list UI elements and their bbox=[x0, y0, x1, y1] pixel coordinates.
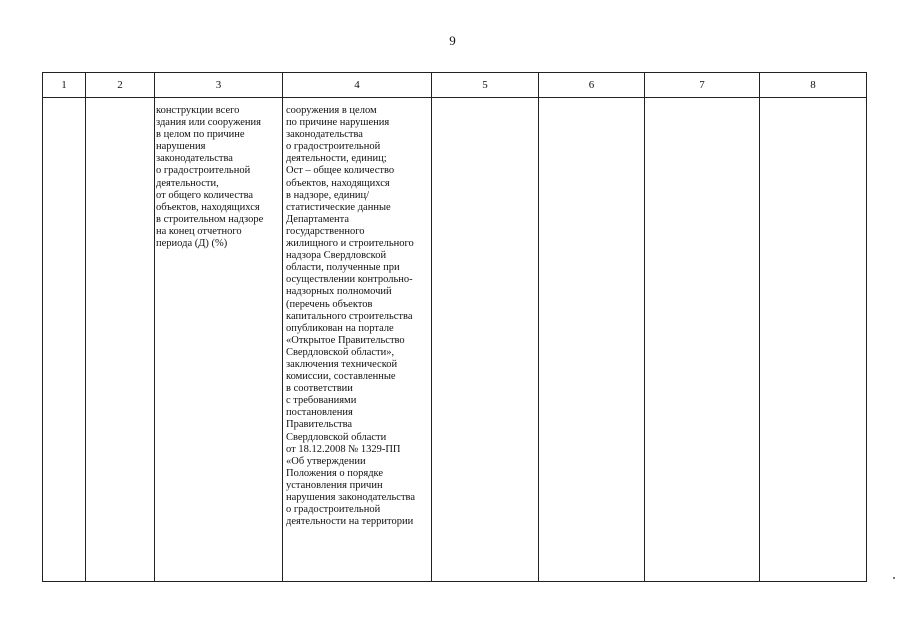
text-line: с требованиями bbox=[286, 395, 357, 407]
text-line: Свердловской области», bbox=[286, 346, 395, 358]
text-line: законодательства bbox=[286, 129, 363, 141]
cell-col-6 bbox=[539, 98, 645, 582]
text-line: периода (Д) (%) bbox=[156, 238, 228, 250]
text-line: конструкции всего bbox=[156, 105, 240, 116]
column-header-7: 7 bbox=[645, 73, 760, 98]
text-line: сооружения в целом bbox=[286, 105, 377, 116]
text-line: постановления bbox=[286, 407, 353, 419]
column-header-8: 8 bbox=[760, 73, 867, 98]
text-line: установления причин bbox=[286, 479, 383, 491]
text-line: в целом по причине bbox=[156, 129, 245, 141]
column-header-3: 3 bbox=[155, 73, 283, 98]
text-line: в строительном надзоре bbox=[156, 213, 264, 225]
text-line: в надзоре, единиц/ bbox=[286, 189, 370, 201]
text-line: Департамента bbox=[286, 213, 350, 225]
text-line: опубликован на портале bbox=[286, 322, 394, 334]
cell-col-4 bbox=[283, 98, 432, 582]
margin-dot bbox=[893, 577, 895, 579]
text-line: здания или сооружения bbox=[156, 117, 261, 129]
text-line: Положения о порядке bbox=[286, 467, 384, 479]
table-row bbox=[43, 98, 867, 582]
text-line: законодательства bbox=[156, 153, 233, 165]
cell-col-2 bbox=[86, 98, 155, 582]
text-line: на конец отчетного bbox=[156, 225, 242, 237]
text-line: осуществлении контрольно- bbox=[286, 274, 413, 286]
column-header-2: 2 bbox=[86, 73, 155, 98]
column-header-6: 6 bbox=[539, 73, 645, 98]
text-line: нарушения законодательства bbox=[286, 492, 416, 503]
cell-col-7 bbox=[645, 98, 760, 582]
text-line: капитального строительства bbox=[286, 310, 413, 322]
text-line: «Об утверждении bbox=[286, 455, 366, 467]
text-line: о градостроительной bbox=[286, 504, 381, 516]
text-line: объектов, находящихся bbox=[286, 177, 390, 189]
text-line: деятельности, единиц; bbox=[286, 153, 387, 165]
text-line: статистические данные bbox=[286, 201, 391, 213]
cell-col-3 bbox=[155, 98, 283, 582]
text-line: области, полученные при bbox=[286, 262, 400, 274]
cell-col-5 bbox=[432, 98, 539, 582]
text-line: по причине нарушения bbox=[286, 117, 390, 129]
text-line: о градостроительной bbox=[156, 165, 251, 177]
text-line: Oст – общее количество bbox=[286, 165, 395, 177]
cell-col-8 bbox=[760, 98, 867, 582]
text-line: надзорных полномочий bbox=[286, 286, 392, 298]
column-header-4: 4 bbox=[283, 73, 432, 98]
text-line: жилищного и строительного bbox=[286, 238, 414, 250]
page-number: 9 bbox=[449, 33, 456, 48]
cell-col-1 bbox=[43, 98, 86, 582]
text-line: деятельности на территории bbox=[286, 516, 414, 528]
text-line: объектов, находящихся bbox=[156, 201, 260, 213]
text-line: «Открытое Правительство bbox=[286, 334, 405, 346]
text-line: Свердловской области bbox=[286, 431, 387, 443]
text-line: нарушения bbox=[156, 141, 206, 153]
column-header-1: 1 bbox=[43, 73, 86, 98]
indicator-text bbox=[155, 98, 282, 250]
text-line: заключения технической bbox=[286, 358, 398, 370]
text-line: надзора Свердловской bbox=[286, 250, 387, 262]
text-line: комиссии, составленные bbox=[286, 371, 396, 383]
text-line: о градостроительной bbox=[286, 141, 381, 153]
text-line: в соответствии bbox=[286, 383, 353, 395]
header-row bbox=[43, 73, 867, 98]
text-line: от 18.12.2008 № 1329-ПП bbox=[286, 443, 401, 455]
formula-source-text bbox=[283, 98, 431, 528]
document-table bbox=[42, 72, 867, 582]
text-line: государственного bbox=[286, 225, 365, 237]
text-line: от общего количества bbox=[156, 189, 254, 201]
text-line: деятельности, bbox=[156, 177, 219, 189]
column-header-5: 5 bbox=[432, 73, 539, 98]
text-line: Правительства bbox=[286, 419, 353, 431]
text-line: (перечень объектов bbox=[286, 298, 373, 310]
